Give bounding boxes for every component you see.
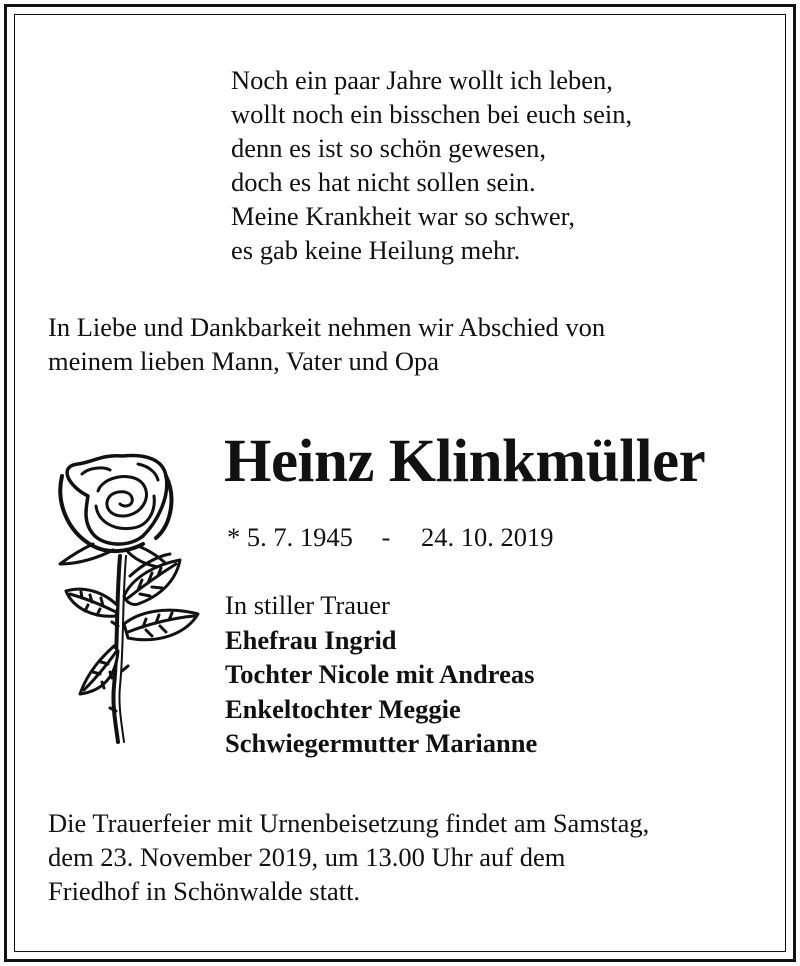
service-notice — [48, 806, 649, 908]
deceased-name: Heinz Klinkmüller — [224, 428, 706, 495]
birth-date: * 5. 7. 1945 — [227, 522, 353, 552]
mourner-name: Enkeltochter Meggie — [225, 693, 461, 724]
poem-line: Noch ein paar Jahre wollt ich leben, — [231, 65, 613, 95]
poem-line: doch es hat nicht sollen sein. — [231, 167, 536, 197]
intro-text — [48, 310, 605, 378]
mourner-name: Ehefrau Ingrid — [225, 624, 397, 655]
poem — [231, 63, 632, 267]
death-date: 24. 10. 2019 — [420, 522, 554, 552]
mourners-block — [225, 588, 537, 761]
mourner-name: Tochter Nicole mit Andreas — [225, 659, 535, 689]
service-line: Friedhof in Schönwalde statt. — [48, 876, 361, 906]
mourners-heading: In stiller Trauer — [225, 590, 390, 620]
poem-line: Meine Krankheit war so schwer, — [231, 201, 576, 231]
poem-line: denn es ist so schön gewesen, — [231, 133, 546, 163]
service-line: Die Trauerfeier mit Urnenbeisetzung findet am Samstag, — [48, 808, 650, 838]
intro-line: meinem lieben Mann, Vater und Opa — [48, 346, 440, 376]
intro-line: In Liebe und Dankbarkeit nehmen wir Abschied von — [48, 312, 606, 342]
rose-icon — [48, 446, 208, 746]
poem-line: wollt noch ein bisschen bei euch sein, — [231, 99, 633, 129]
mourner-name: Schwiegermutter Marianne — [225, 728, 538, 758]
service-line: dem 23. November 2019, um 13.00 Uhr auf dem — [48, 842, 566, 872]
date-separator: - — [381, 522, 391, 552]
life-dates — [227, 520, 553, 554]
poem-line: es gab keine Heilung mehr. — [231, 235, 521, 265]
